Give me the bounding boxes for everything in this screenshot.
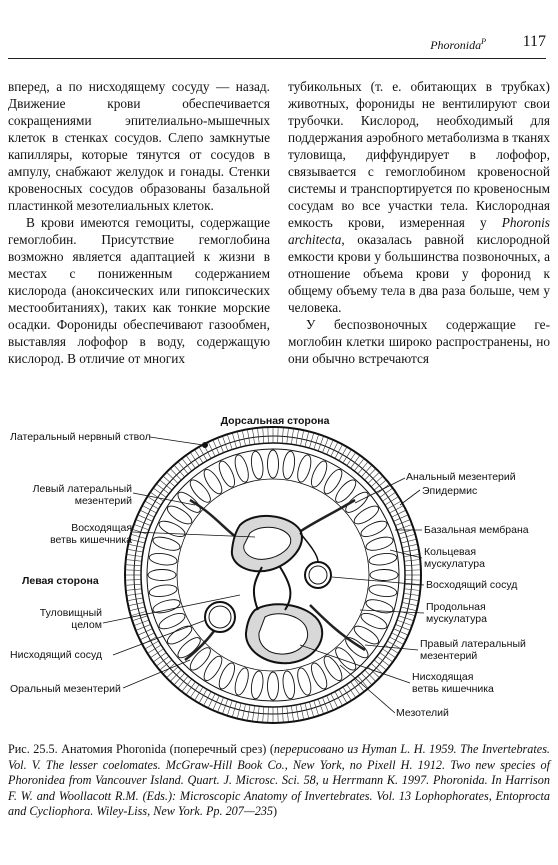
- label-left-side: Левая сторона: [22, 575, 99, 587]
- epidermis-stroke: [405, 580, 420, 581]
- caption-credit: перерисовано из Hyman L. H. 1959. The Invertebrates. Vol. V. The lesser coelomates. McGraw-Hill Book Co., New York, по Pixell H. 1912. Two new species of Phoronidea from Vancouver Island. Quart. J. Microsc. Sci. 58, и Herrmann K. 1997. Phoronida. In Harrison F. W. and Woollacott R.M. (Eds.): Microscopic Anatomy of Invertebrates. Vol. 13 Lophophorates, Entoprocta and Cycliophora. Wiley-Liss, New York. Pp. 207—235: [8, 742, 550, 818]
- leader-epidermis: [400, 490, 420, 505]
- epidermis-stroke: [405, 570, 420, 571]
- muscle-lobe: [157, 518, 187, 540]
- muscle-lobe: [321, 467, 345, 497]
- left-paragraph-1: вперед, а по нисходящему сосуду — назад. Движение крови обеспечивается сокращениями эпителиально-мышечных клеток в стенках сосудов. Слепо замкнутые капилляры, которые тянутся от сосудов в ампулу, снабжают желудок и гонады. Стенки кровеносных сосудов образованы базальной пластинкой мезотелиальных клеток.: [8, 79, 270, 213]
- right-column: [288, 78, 550, 367]
- epidermis-texture: [126, 428, 420, 722]
- vessel-strand: [300, 533, 318, 562]
- muscle-lobe: [281, 450, 296, 479]
- label-ascending-branch: Восходящая ветвь кишечника: [50, 522, 132, 546]
- caption-tail: ): [272, 804, 278, 818]
- label-right-lateral-mesentery: Правый латеральный мезентерий: [420, 638, 526, 662]
- epidermis-stroke: [268, 428, 269, 443]
- right-paragraph-2: У беспозвоночных содержащие гемоглобин клетки широко распространены, но они обычно встречаются: [288, 317, 550, 366]
- leader-ascending-vessel: [332, 577, 424, 585]
- label-mesothelium: Мезотелий: [396, 707, 449, 719]
- epidermis-stroke: [126, 570, 141, 571]
- muscle-lobe: [352, 503, 382, 527]
- epidermis-stroke: [126, 580, 141, 581]
- leader-anal-mesentery: [355, 478, 405, 503]
- epidermis-stroke: [335, 445, 342, 458]
- page-header: [8, 30, 546, 60]
- running-title: Phoronida$^P$: [430, 37, 486, 52]
- muscle-lobe: [268, 450, 279, 478]
- muscle-lobe: [216, 661, 238, 691]
- epidermis-stroke: [335, 692, 342, 705]
- muscle-lobe: [370, 570, 398, 581]
- muscle-lobe: [233, 454, 251, 484]
- right-paragraph-1: тубикольных (т. е. обитающих в трубках) животных, форониды не вентилируют свои трубочки. Кислород, необходимый для поддержания аэробного метаболизма в тканях туловища, диффундирует в лофофор, связывается с гемоглобином кровеносной системы и транспортируется по кровеносным сосудам во все участки тела. Кислородная емкость крови, измеренная у Phoronis architecta, оказалась равной кислородной емкости крови у большинства позвоночных, а отношение объема крови у форонид к общему объему тела в два раза больше, чем у человека.: [288, 79, 551, 315]
- label-circular-muscle: Кольцевая мускулатура: [424, 546, 485, 570]
- epidermis-stroke: [278, 707, 279, 722]
- muscle-lobe: [365, 597, 395, 615]
- epidermis-stroke: [390, 637, 403, 644]
- leader-lateral-nerve: [150, 437, 203, 445]
- header-rule: [8, 58, 546, 59]
- muscle-lobe: [268, 672, 279, 700]
- muscle-lobe: [165, 623, 195, 647]
- label-descending-vessel: Нисходящий сосуд: [10, 649, 103, 661]
- epidermis-stroke: [390, 506, 403, 513]
- species-name: Phoronis architecta: [288, 215, 550, 247]
- muscle-lobe: [148, 583, 177, 598]
- caption-lead: Рис. 25.5. Анатомия Phoronida (поперечный срез) (: [8, 742, 274, 756]
- muscle-lobe: [250, 450, 265, 479]
- epidermis-stroke: [278, 428, 279, 443]
- anal-mesentery: [298, 500, 355, 533]
- muscle-lobe: [281, 670, 296, 699]
- muscle-lobe: [201, 654, 225, 684]
- muscle-lobe: [187, 645, 214, 673]
- page-number: 117: [522, 33, 546, 50]
- circular-muscle-ring: [147, 449, 399, 701]
- left-column: [8, 78, 270, 367]
- muscle-lobe: [165, 503, 195, 527]
- leader-left-lateral-mesentery: [133, 493, 195, 505]
- leader-mesothelium: [340, 665, 395, 713]
- label-anal-mesentery: Анальный мезентерий: [406, 471, 516, 483]
- figure-cross-section: [0, 405, 558, 740]
- muscle-lobe: [250, 670, 265, 699]
- muscle-lobe: [201, 467, 225, 497]
- label-descending-branch: Нисходящая ветвь кишечника: [412, 671, 494, 695]
- label-epidermis: Эпидермис: [422, 485, 478, 497]
- label-trunk-coelom: Туловищный целом: [39, 607, 102, 631]
- muscle-lobe: [308, 661, 330, 691]
- left-paragraph-2: В крови имеются гемоциты, содержащие гемоглобин. Присутствие гемоглобина возможно является адаптацией к жизни в местах с пониженным содержанием кислорода (аноксических или гипоксических местообитаниях), таких как тонкие морские осадки. Форониды обеспечивают газообмен, выставляя лофофор в воду, содержащую кислород. В отличие от многих: [8, 215, 270, 366]
- label-left-lateral-mesentery: Левый латеральный мезентерий: [32, 483, 132, 507]
- label-lateral-nerve: Латеральный нервный ствол: [10, 431, 151, 443]
- label-longitudinal-muscle: Продольная мускулатура: [426, 601, 487, 625]
- epidermis-stroke: [143, 506, 156, 513]
- muscle-lobe: [359, 518, 389, 540]
- leader-oral-mesentery: [123, 660, 190, 688]
- muscle-lobe: [308, 459, 330, 489]
- muscle-lobe: [152, 535, 182, 553]
- epidermis-stroke: [204, 692, 211, 705]
- muscle-lobe: [295, 667, 313, 697]
- muscle-lobe: [148, 552, 177, 567]
- muscle-lobe: [368, 552, 397, 567]
- muscle-lobe: [295, 454, 313, 484]
- descending-gut-lumen: [259, 614, 308, 654]
- label-dorsal-side: Дорсальная сторона: [220, 415, 330, 427]
- muscle-lobe: [152, 597, 182, 615]
- muscle-lobe: [321, 654, 345, 684]
- muscle-lobe: [233, 667, 251, 697]
- figure-caption: [8, 742, 550, 820]
- leader-circular-muscle: [390, 550, 422, 558]
- muscle-lobe: [359, 610, 389, 632]
- epidermis-ring: [125, 427, 421, 723]
- running-title-superscript: P: [481, 37, 486, 46]
- leader-lines: [103, 437, 424, 713]
- muscle-lobe: [216, 459, 238, 489]
- muscle-lobe: [368, 583, 397, 598]
- epidermis-stroke: [268, 707, 269, 722]
- muscle-lobe: [332, 645, 359, 673]
- left-lateral-mesentery: [190, 500, 240, 540]
- label-ascending-vessel: Восходящий сосуд: [426, 579, 518, 591]
- muscle-lobe: [148, 570, 176, 581]
- label-basal-membrane: Базальная мембрана: [424, 524, 529, 536]
- label-oral-mesentery: Оральный мезентерий: [10, 683, 121, 695]
